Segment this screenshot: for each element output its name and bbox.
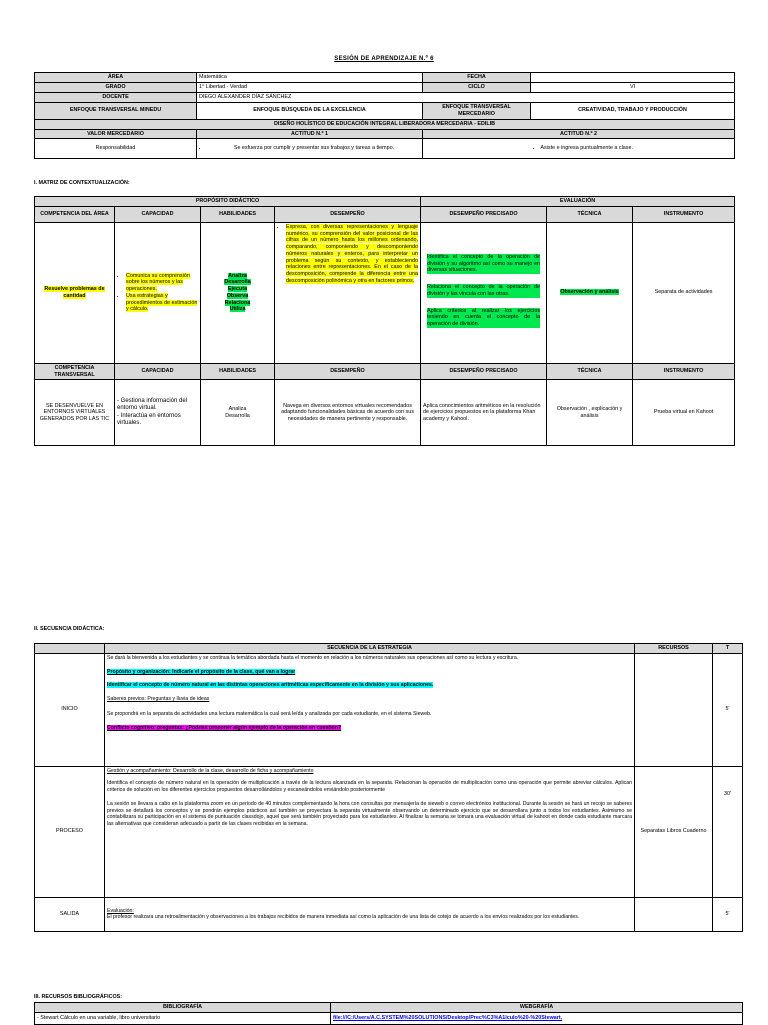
desempeno-precisado-transversal: Aplica conocimientos aritméticos en la resolución de ejercicios propuestos en la plataforma Khan academy y Kahool. — [421, 380, 547, 446]
valor-value: Responsabilidad — [35, 139, 197, 159]
enfoque-minedu-label: ENFOQUE TRANSVERSAL MINEDU — [35, 103, 197, 120]
competencia-transversal: SE DESENVUELVE EN ENTORNOS VIRTUALES GENERADOS POR LAS TIC — [35, 380, 115, 446]
capacidad-1: Comunica su comprensión sobre los números y las operaciones. — [126, 272, 190, 292]
desempeno-precisado-3: Aplica criterios al realizar los ejercicios teniendo en cuenta el concepto de la operación de división. — [427, 307, 541, 327]
area-label: ÁREA — [35, 73, 197, 83]
enfoque-merc-value: CREATIVIDAD, TRABAJO Y PRODUCCIÓN — [531, 103, 735, 120]
section-3-title: III. RECURSOS BIBLIOGRÁFICOS: — [34, 994, 123, 1000]
inicio-tiempo: 5' — [713, 653, 743, 766]
webgrafia-link-1[interactable]: file:///C:/Users/A.C.SYSTEM%20SOLUTIONS/Desktop/Prec%C3%A1lculo%20-%20Stewart, — [333, 1014, 563, 1021]
h-tecnica-2: TÉCNICA — [547, 363, 633, 380]
diseno-title: DISEÑO HOLÍSTICO DE EDUCACIÓN INTEGRAL LIBERADORA MERCEDARIA - EDILIB — [35, 119, 735, 129]
salida-texto: El profesor realizara una retroalimentación y observaciones a los trabajos recibidos de manera inmediata así como la aplicación de una lista de cotejo de acuerdo a los envíos realizados por los estudiantes. — [107, 914, 580, 921]
h-tiempo: T — [713, 644, 743, 654]
page-title: SESIÓN DE APRENDIZAJE N.º 6 — [334, 56, 434, 62]
proceso-recursos: Separatas Libros Cuaderno — [635, 766, 713, 897]
h-blank — [35, 644, 105, 654]
proceso-gestion: Gestión y acompañamiento: Desarrollo de la clase, desarrollo de ficha y acompañamiento — [107, 767, 314, 774]
grado-label: GRADO — [35, 83, 197, 93]
h-secuencia: SECUENCIA DE LA ESTRATEGIA — [105, 644, 635, 654]
bibliografia-1: - Stewart Cálculo en una variable, libro universitario — [35, 1012, 331, 1024]
capacidad-transversal-2: - Interactúa en entornos virtuales. — [117, 412, 181, 427]
habilidades-transversal: Analiza Desarrolla — [201, 380, 275, 446]
inicio-label: INICIO — [35, 653, 105, 766]
h-bibliografia: BIBLIOGRAFÍA — [35, 1003, 331, 1013]
inicio-separata: Se propondrá en la separata de actividades una lectura matemática la cual será leída y analizada por cada estudiante, en el sistema Sieweb. — [107, 710, 432, 717]
proceso-identifica: Identifica el concepto de número natural en la operación de multiplicación a través de la lectura alcanzada en la separata. Relacionan la operación de multiplicación como una operación que permite abreviar cálculos. Aplican criterios de solución en los diferentes ejercicios propuestos desarrollándolos y escaneándolos enviándolo posteriormente — [107, 780, 632, 793]
capacidad-2: Usa estrategias y procedimientos de estimación y cálculo. — [126, 292, 198, 313]
enfoque-minedu-value: ENFOQUE BÚSQUEDA DE LA EXCELENCIA — [197, 103, 423, 120]
proceso-tiempo: 30' — [713, 766, 743, 897]
grado-value: 1° Libertad - Verdad — [197, 83, 423, 93]
competencia-area: Resuelve problemas de cantidad — [44, 286, 105, 299]
inicio-bienvenida: Se dará la bienvenida a los estudiantes y se continua la temática abordada hasta el momento en relación a los números naturales sus operaciones así como su lectura y escritura. — [107, 654, 519, 661]
tecnica: Observación y análisis — [560, 289, 619, 296]
h-capacidad-2: CAPACIDAD — [115, 363, 201, 380]
h-instrumento: INSTRUMENTO — [633, 206, 735, 222]
h-recursos: RECURSOS — [635, 644, 713, 654]
inicio-conflicto: Conflicto cognitivo: preguntas: ¿Podrías proponer algún ejemplo de la operación en cuestión? — [107, 725, 342, 732]
instrumento-transversal: Prueba virtual en Kahoot — [633, 380, 735, 446]
actitud1-value: • Se esfuerza por cumplir y presentar sus trabajos y tareas a tiempo. — [208, 145, 420, 152]
h-tecnica: TÉCNICA — [547, 206, 633, 222]
h-webgrafia: WEBGRAFÍA — [331, 1003, 743, 1013]
matriz-table — [34, 196, 735, 446]
h-competencia-transversal: COMPETENCIA TRANSVERSAL — [35, 363, 115, 380]
section-1-title: I. MATRIZ DE CONTEXTUALIZACIÓN: — [34, 180, 130, 186]
h-habilidades: HABILIDADES — [201, 206, 275, 222]
inicio-identificar: Identificar el concepto de número natural en las distintas operaciones aritméticas especificamente en la división y sus aplicaciones. — [107, 681, 434, 688]
h-desempeno-precisado: DESEMPEÑO PRECISADO — [421, 206, 547, 222]
inicio-proposito: Propósito y organización: Indicarle el propósito de la clase, qué van a lograr — [107, 669, 296, 676]
valor-label: VALOR MERCEDARIO — [35, 129, 197, 139]
salida-evaluacion: Evaluación: — [107, 907, 134, 914]
biblio-table — [34, 1002, 743, 1025]
desempeno: Expresa, con diversas representaciones y lenguaje numérico, su comprensión del valor posicional de las cifras de un número hasta los millones ordenando, comparando, componiendo y descomponiendo números naturales y enteros, para interpretar un problema según su contexto, y estableciendo relaciones entre representaciones. En el caso de la descomposición, comprende la diferencia entre una descomposición polinómica y otra en factores primos. — [286, 223, 419, 284]
enfoque-merc-label: ENFOQUE TRANSVERSAL MERCEDARIO — [423, 103, 531, 120]
capacidad-transversal-1: - Gestiona información del entorno virtual. — [117, 397, 188, 412]
desempeno-precisado-1: Identifica el concepto de la operación de división y su algoritmo así como su manejo en diversas situaciones. — [427, 253, 541, 274]
h-instrumento-2: INSTRUMENTO — [633, 363, 735, 380]
h-desempeno-2: DESEMPEÑO — [275, 363, 421, 380]
section-2-title: II. SECUENCIA DIDÁCTICA: — [34, 626, 105, 632]
salida-recursos — [635, 897, 713, 931]
docente-value: DIEGO ALEXANDER DÍAZ SÁNCHEZ — [197, 93, 735, 103]
docente-label: DOCENTE — [35, 93, 197, 103]
info-table — [34, 72, 735, 159]
evaluacion-header: EVALUACIÓN — [421, 197, 735, 207]
actitud2-label: ACTITUD N.º 2 — [423, 129, 735, 139]
proceso-sesion: La sesión se llevara a cabo en la plataforma zoom en un periodo de 40 minutos complementando la hora con consultas por mensajería de sieweb o correo electrónico institucional. Durante la sesión se hará un recojo se saberes previos se detallará los conceptos y se pondrán ejemplos prácticos así también se proyectara la separata virtualmente observando un determinado ejercicio que se desarrollara junto a todos los estudiantes. Asimismo se contabilizara su participación en el sistema de puntuación classdojo, aquel que será también proyectado para los estudiantes. Al finalizar la semana se tomara una evaluación virtual de kahoot en donde cada estudiante marcara las alternativas que consideran adecuado a partir de las clases recibidas en la semana. — [107, 801, 632, 827]
proceso-label: PROCESO — [35, 766, 105, 897]
actitud1-label: ACTITUD N.º 1 — [197, 129, 423, 139]
h-competencia: COMPETENCIA DEL ÁREA — [35, 206, 115, 222]
secuencia-table — [34, 643, 743, 932]
salida-tiempo: 5' — [713, 897, 743, 931]
salida-label: SALIDA — [35, 897, 105, 931]
habilidades: Analiza Desarrolla Ejecuta Observa Relaciona Utiliza — [224, 272, 251, 313]
tecnica-transversal: Observación , explicación y análisis — [547, 380, 633, 446]
area-value: Matemática — [197, 73, 423, 83]
h-desempeno-precisado-2: DESEMPEÑO PRECISADO — [421, 363, 547, 380]
h-habilidades-2: HABILIDADES — [201, 363, 275, 380]
ciclo-value: VI — [531, 83, 735, 93]
proposito-header: PROPÓSITO DIDÁCTICO — [35, 197, 421, 207]
h-capacidad: CAPACIDAD — [115, 206, 201, 222]
actitud2-value: • Asiste e ingresa puntualmente a clase. — [434, 145, 732, 152]
desempeno-transversal: Navega en diversos entornos virtuales recomendados adaptando funcionalidades básicas de acuerdo con sus necesidades de manera pertinente y responsable. — [275, 380, 421, 446]
ciclo-label: CICLO — [423, 83, 531, 93]
inicio-recursos — [635, 653, 713, 766]
inicio-saberes: Saberes previos: Preguntas y lluvia de ideas — [107, 696, 210, 703]
fecha-label: FECHA — [423, 73, 531, 83]
fecha-value — [531, 73, 735, 83]
instrumento: Separata de actividades — [633, 222, 735, 363]
h-desempeno: DESEMPEÑO — [275, 206, 421, 222]
desempeno-precisado-2: Relaciona el concepto de la operación de división y las vincula con las otras. — [427, 284, 541, 297]
